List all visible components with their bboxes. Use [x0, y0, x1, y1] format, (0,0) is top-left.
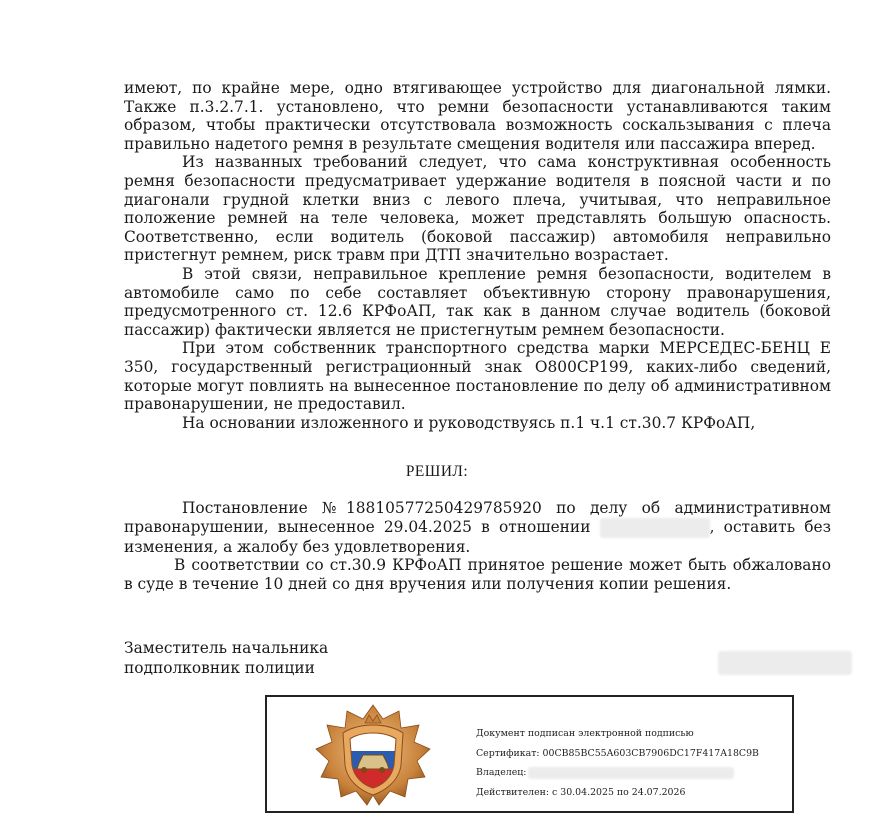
stamp-info — [476, 724, 759, 802]
paragraph-1: имеют, по крайне мере, одно втягивающее устройство для диагональной лямки. Также п.3.2.7.1. установлено, что ремни безопасности устанавливаются таким образом, чтобы практически отсутствовала возможность соскальзывания с плеча правильно надетого ремня в результате смещения водителя или пассажира вперед. — [124, 79, 831, 153]
paragraph-3: В этой связи, неправильное крепление ремня безопасности, водителем в автомобиле само по себе составляет объективную сторону правонарушения, предусмотренного ст. 12.6 КРФоАП, так как в данном случае водитель (боковой пассажир) фактически является не пристегнутым ремнем безопасности. — [124, 264, 831, 339]
redacted-owner — [528, 767, 734, 779]
stamp-validity: Действителен: с 30.04.2025 по 24.07.2026 — [476, 786, 686, 798]
decision-text — [124, 499, 831, 593]
signer-position: Заместитель начальника — [124, 639, 329, 657]
redacted-signer-name — [718, 651, 852, 675]
e-signature-stamp — [265, 695, 794, 813]
traffic-police-emblem-icon — [313, 703, 433, 811]
paragraph-5: На основании изложенного и руководствуясь п.1 ч.1 ст.30.7 КРФоАП, — [182, 413, 756, 432]
certificate-number: 00CB85BC55A603CB7906DC17F417A18C9B — [542, 747, 759, 759]
body-text — [124, 79, 831, 432]
signer-block — [124, 638, 328, 678]
paragraph-7: В соответствии со ст.30.9 КРФоАП принятое решение может быть обжаловано в суде в течение 10 дней со дня вручения или получения копии решения. — [124, 556, 831, 593]
paragraph-6 — [124, 499, 831, 556]
stamp-owner: Владелец: — [476, 763, 759, 783]
paragraph-4: При этом собственник транспортного средства марки МЕРСЕДЕС-БЕНЦ Е 350, государственный регистрационный знак О800СР199, каких-либо сведений, которые могут повлиять на вынесенное постановление по делу об административном правонарушении, не предоставил. — [124, 339, 831, 414]
paragraph-6-after: , оставить без изменения, а жалобу без удовлетворения. — [124, 517, 831, 556]
paragraph-2: Из названных требований следует, что сама конструктивная особенность ремня безопасности предусматривает удержание водителя в поясной части и по диагонали грудной клетки вниз с левого плеча, учитывая, что неправильное положение ремней на теле человека, может представлять большую опасность. Соответственно, если водитель (боковой пассажир) автомобиля неправильно пристегнут ремнем, риск травм при ДТП значительно возрастает. — [124, 153, 831, 265]
validity-period: с 30.04.2025 по 24.07.2026 — [552, 786, 686, 798]
paragraph-6-before: Постановление №18810577250429785920 по делу об административном правонарушении, вынесенное 29.04.2025 в отношении — [124, 499, 831, 536]
stamp-title: Документ подписан электронной подписью — [476, 728, 694, 739]
signer-rank: подполковник полиции — [124, 659, 315, 677]
stamp-certificate: Сертификат: 00CB85BC55A603CB7906DC17F417A18C9B — [476, 747, 759, 759]
decision-heading: РЕШИЛ: — [405, 463, 469, 480]
redacted-name — [600, 518, 710, 538]
